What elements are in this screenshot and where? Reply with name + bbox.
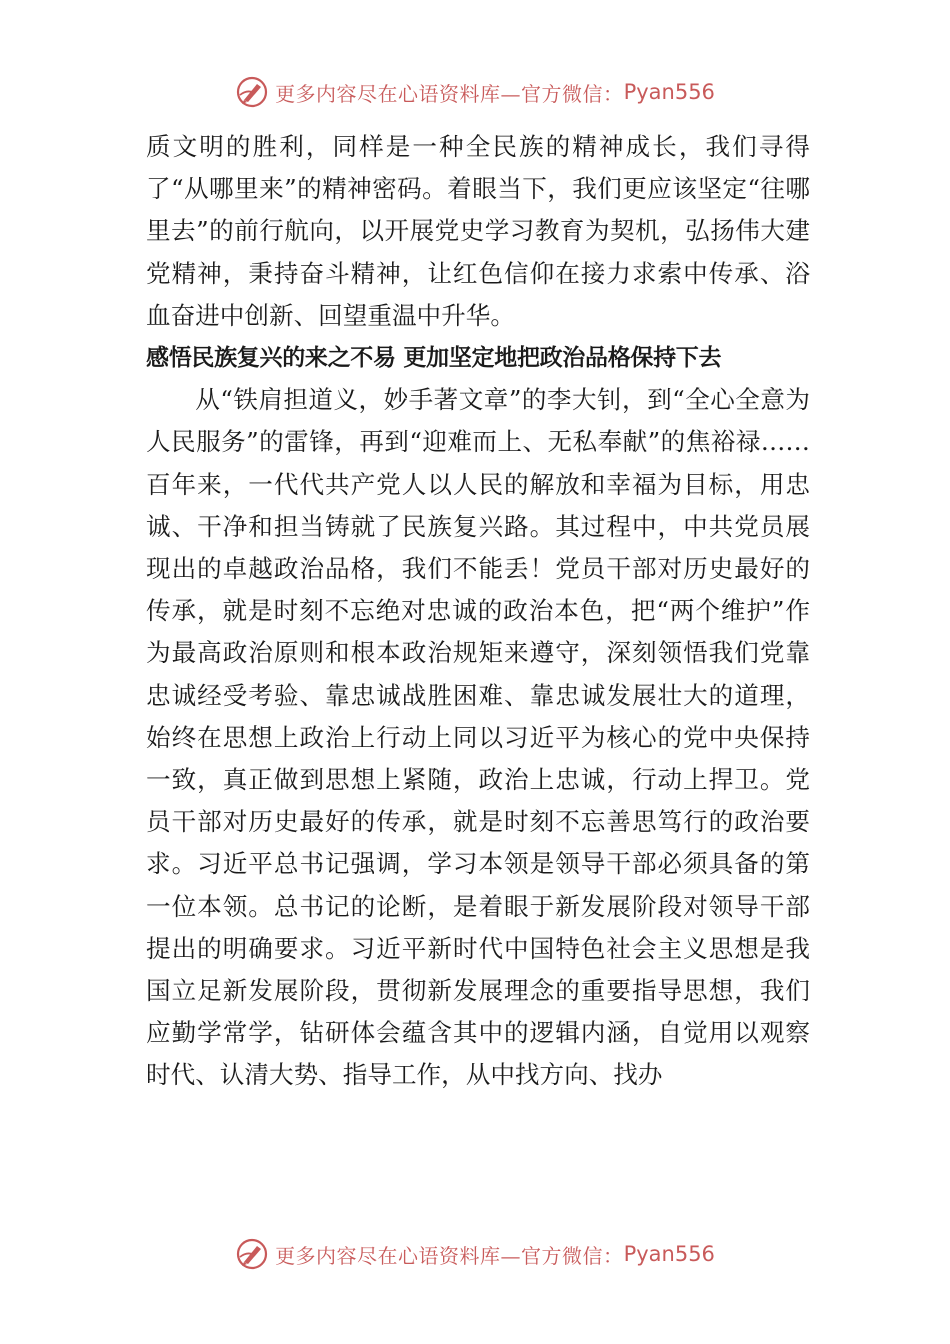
footer-watermark — [0, 1232, 950, 1276]
pen-logo-icon — [235, 75, 269, 109]
watermark-id: Pyan556 — [623, 1242, 715, 1266]
watermark-id: Pyan556 — [623, 80, 715, 104]
watermark-text: 更多内容尽在心语资料库—官方微信： — [275, 81, 624, 106]
pen-logo-icon — [235, 1237, 269, 1271]
watermark-text: 更多内容尽在心语资料库—官方微信： — [275, 1243, 624, 1268]
paragraph-2: 从“铁肩担道义，妙手著文章”的李大钊，到“全心全意为人民服务”的雷锋，再到“迎难而上、无私奉献”的焦裕禄……百年来，一代代共产党人以人民的解放和幸福为目标，用忠诚、干净和担当铸就了民族复兴路。其过程中，中共党员展现出的卓越政治品格，我们不能丢！党员干部对历史最好的传承，就是时刻不忘绝对忠诚的政治本色，把“两个维护”作为最高政治原则和根本政治规矩来遵守，深刻领悟我们党靠忠诚经受考验、靠忠诚战胜困难、靠忠诚发展壮大的道理，始终在思想上政治上行动上同以习近平为核心的党中央保持一致，真正做到思想上紧随，政治上忠诚，行动上捍卫。党员干部对历史最好的传承，就是时刻不忘善思笃行的政治要求。习近平总书记强调，学习本领是领导干部必须具备的第一位本领。总书记的论断，是着眼于新发展阶段对领导干部提出的明确要求。习近平新时代中国特色社会主义思想是我国立足新发展阶段，贯彻新发展理念的重要指导思想，我们应勤学常学，钻研体会蕴含其中的逻辑内涵，自觉用以观察时代、认清大势、指导工作，从中找方向、找办 — [146, 385, 810, 1090]
document-body — [146, 126, 810, 1097]
paragraph-1: 质文明的胜利，同样是一种全民族的精神成长，我们寻得了“从哪里来”的精神密码。着眼当下，我们更应该坚定“往哪里去”的前行航向，以开展党史学习教育为契机，弘扬伟大建党精神，秉持奋斗精神，让红色信仰在接力求索中传承、浴血奋进中创新、回望重温中升华。 — [146, 132, 810, 330]
header-watermark — [0, 70, 950, 114]
section-heading: 感悟民族复兴的来之不易 更加坚定地把政治品格保持下去 — [146, 345, 722, 372]
